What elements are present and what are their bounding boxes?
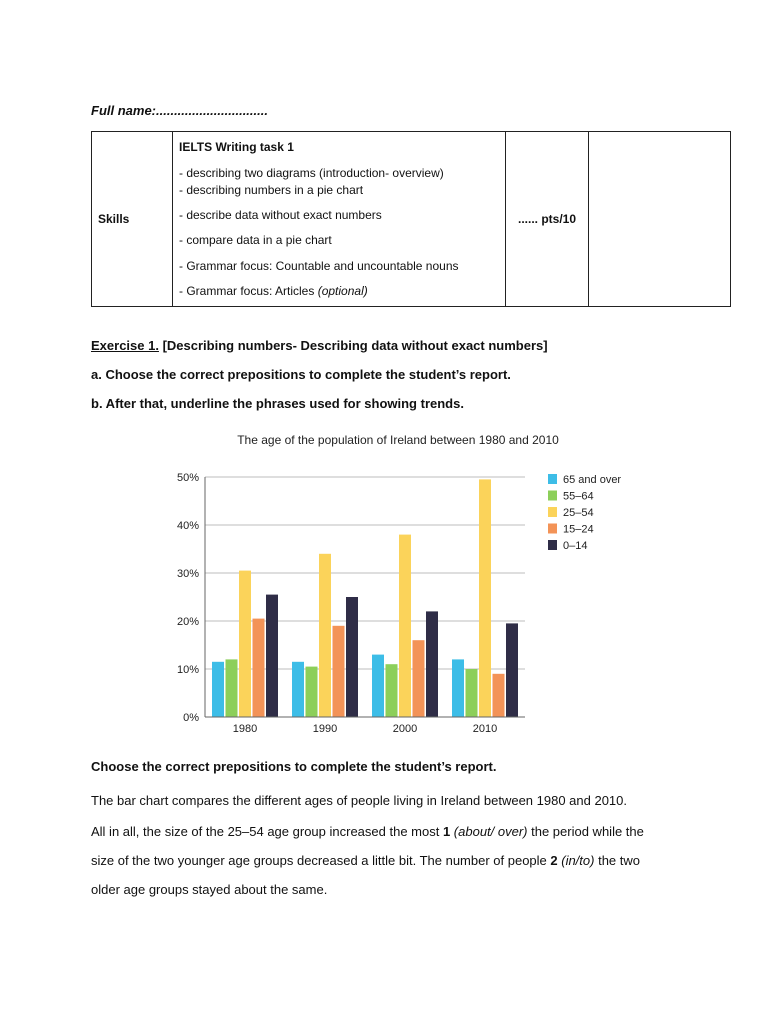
question-number-1: 1 [442,824,451,839]
bar [226,659,238,717]
bar [266,595,278,717]
report-text: All in all, the size of the 25–54 age group increased the most [91,824,443,839]
bar [292,662,304,717]
bar [426,611,438,717]
legend-label: 55–64 [563,490,594,503]
y-tick-label: 50% [176,472,199,484]
bar [372,655,384,717]
y-tick-label: 20% [176,616,199,628]
x-tick-label: 2010 [472,723,498,735]
report-text: the period while the [527,824,644,839]
bar [399,535,411,717]
question-number-2: 2 [550,853,558,868]
skills-title: IELTS Writing task 1 [179,140,294,154]
skills-item-optional: (optional) [317,284,368,298]
legend-swatch [548,507,557,517]
bar [479,479,491,717]
report-text: the two [594,853,640,868]
chart-title: The age of the population of Ireland between 1980 and 2010 [237,433,559,447]
x-tick-label: 1990 [312,723,338,735]
bar [413,640,425,717]
bar [333,626,345,717]
score-cell: ...... pts/10 [506,132,589,307]
legend-swatch [548,491,557,501]
y-tick-label: 10% [176,664,199,676]
bar [346,597,358,717]
legend-label: 15–24 [563,523,594,536]
legend-swatch [548,540,557,550]
bar [212,662,224,717]
instruction-a: a. Choose the correct prepositions to complete the student’s report. [91,367,511,382]
full-name-label: Full name:............................... [91,103,268,118]
x-tick-label: 2000 [392,723,418,735]
bar [493,674,505,717]
legend-swatch [548,524,557,534]
legend-label: 65 and over [563,474,622,486]
legend-swatch [548,474,557,484]
skills-item-last-text: - Grammar focus: Articles [179,284,318,298]
report-line-1: The bar chart compares the different ages of people living in Ireland between 1980 and 2010. [91,793,628,808]
report-heading: Choose the correct prepositions to complete the student’s report. [91,759,497,774]
report-text: size of the two younger age groups decreased a little bit. The number of people [91,853,551,868]
skills-item: - describe data without exact numbers [179,208,382,222]
option-1: (about/ over) [450,824,528,839]
skills-item: - Grammar focus: Countable and uncountable nouns [179,259,459,273]
bar [466,669,478,717]
legend-label: 0–14 [563,540,588,552]
skills-item: - describing numbers in a pie chart [179,183,364,197]
y-tick-label: 30% [176,568,199,580]
bar [253,619,265,717]
bar [319,554,331,717]
y-tick-label: 0% [183,712,199,724]
exercise-title: [Describing numbers- Describing data without exact numbers] [158,338,548,353]
y-tick-label: 40% [176,520,199,532]
report-line-2 [91,824,644,839]
option-2: (in/to) [557,853,595,868]
skills-item: - describing two diagrams (introduction- overview) [179,166,444,180]
skills-item: - compare data in a pie chart [179,233,332,247]
bar [386,664,398,717]
bar [306,667,318,717]
bar [452,659,464,717]
instruction-b: b. After that, underline the phrases used for showing trends. [91,396,464,411]
x-tick-label: 1980 [232,723,258,735]
exercise-number: Exercise 1. [91,338,159,353]
bar [239,571,251,717]
report-line-4: older age groups stayed about the same. [91,882,328,897]
bar [506,623,518,717]
legend-label: 25–54 [563,507,594,519]
report-line-3 [91,853,640,868]
skills-label: Skills [92,132,173,307]
